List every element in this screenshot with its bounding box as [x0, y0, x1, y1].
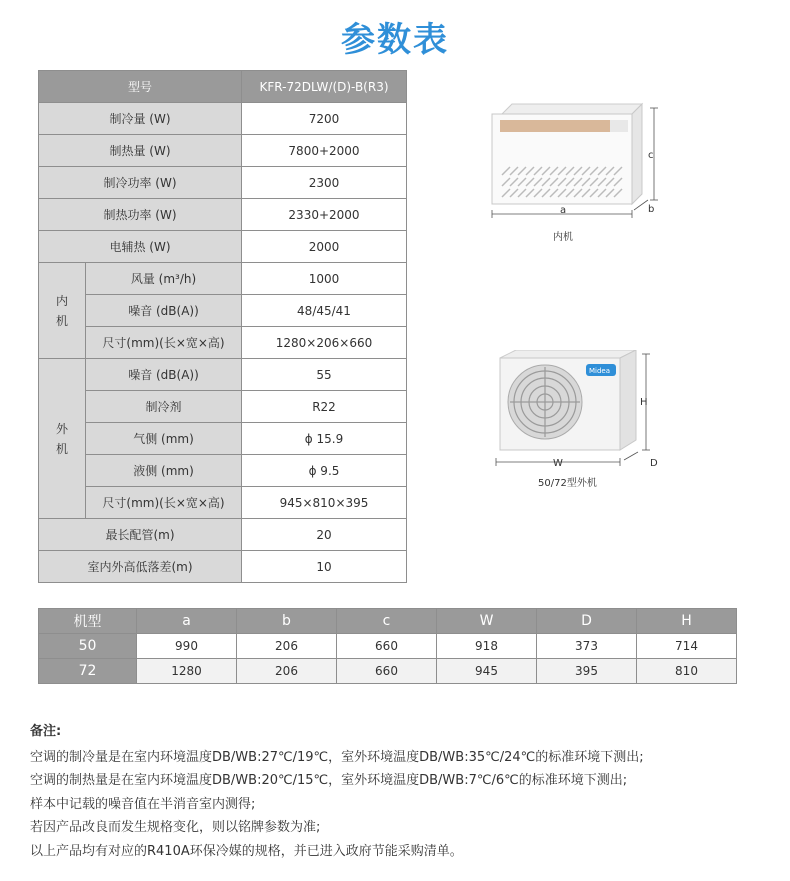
dimension-header: c — [337, 609, 437, 634]
dimension-cell: 206 — [237, 659, 337, 684]
spec-value: 2000 — [242, 231, 407, 263]
spec-label: 尺寸(mm)(长×宽×高) — [86, 487, 242, 519]
spec-label: 噪音 (dB(A)) — [86, 295, 242, 327]
spec-value: R22 — [242, 391, 407, 423]
group-char: 外 — [55, 421, 68, 436]
dimension-table — [38, 608, 737, 684]
spec-label: 制热量 (W) — [39, 135, 242, 167]
spec-value: 20 — [242, 519, 407, 551]
dimension-cell: 918 — [437, 634, 537, 659]
dimension-header-row — [39, 609, 737, 634]
spec-value: 55 — [242, 359, 407, 391]
spec-row — [39, 295, 407, 327]
dimension-cell: 714 — [637, 634, 737, 659]
dim-label-c: c — [648, 150, 654, 161]
indoor-group-label — [39, 263, 86, 359]
dimension-header: W — [437, 609, 537, 634]
spec-row — [39, 359, 407, 391]
model-label: 型号 — [39, 71, 242, 103]
indoor-unit-caption: 内机 — [553, 232, 573, 243]
spec-label: 制冷功率 (W) — [39, 167, 242, 199]
spec-value: 48/45/41 — [242, 295, 407, 327]
dimension-header: b — [237, 609, 337, 634]
dimension-cell: 945 — [437, 659, 537, 684]
spec-label: 制热功率 (W) — [39, 199, 242, 231]
outdoor-group-label — [39, 359, 86, 519]
spec-value: 1000 — [242, 263, 407, 295]
note-line: 以上产品均有对应的R410A环保冷媒的规格，并已进入政府节能采购清单。 — [30, 843, 463, 859]
dimension-cell: 660 — [337, 634, 437, 659]
spec-value: 10 — [242, 551, 407, 583]
dimension-model: 72 — [39, 659, 137, 684]
spec-label: 气侧 (mm) — [86, 423, 242, 455]
spec-row — [39, 167, 407, 199]
group-char: 内 — [55, 293, 68, 308]
dimension-cell: 1280 — [137, 659, 237, 684]
dimension-header: 机型 — [39, 609, 137, 634]
dim-label-d: D — [650, 458, 658, 469]
brand-logo: Midea — [589, 367, 611, 375]
dim-label-a: a — [560, 205, 567, 216]
dimension-header: H — [637, 609, 737, 634]
spec-table — [38, 70, 407, 583]
spec-row — [39, 199, 407, 231]
spec-row — [39, 263, 407, 295]
note-line: 样本中记载的噪音值在半消音室内测得; — [30, 796, 256, 812]
spec-row — [39, 423, 407, 455]
spec-value: 2330+2000 — [242, 199, 407, 231]
dimension-row — [39, 634, 737, 659]
spec-row — [39, 103, 407, 135]
dimension-cell: 990 — [137, 634, 237, 659]
dim-label-h: H — [640, 397, 648, 408]
spec-label: 液侧 (mm) — [86, 455, 242, 487]
spec-value: 7200 — [242, 103, 407, 135]
dimension-header: D — [537, 609, 637, 634]
note-line: 空调的制冷量是在室内环境温度DB/WB:27℃/19℃，室外环境温度DB/WB:35℃/24℃的标准环境下测出; — [30, 749, 644, 765]
spec-label: 风量 (m³/h) — [86, 263, 242, 295]
note-line: 若因产品改良而发生规格变化，则以铭牌参数为准; — [30, 820, 321, 835]
spec-value: 2300 — [242, 167, 407, 199]
group-char: 机 — [55, 313, 68, 328]
dimension-cell: 395 — [537, 659, 637, 684]
notes-section — [30, 720, 644, 863]
outdoor-unit-caption: 50/72型外机 — [538, 478, 597, 489]
spec-row — [39, 391, 407, 423]
spec-row — [39, 487, 407, 519]
spec-value: ϕ 15.9 — [242, 423, 407, 455]
spec-label: 制冷剂 — [86, 391, 242, 423]
spec-row — [39, 519, 407, 551]
dimension-cell: 810 — [637, 659, 737, 684]
dimension-header: a — [137, 609, 237, 634]
group-char: 机 — [55, 441, 68, 456]
dimension-model: 50 — [39, 634, 137, 659]
notes-heading: 备注: — [30, 724, 62, 739]
spec-label: 制冷量 (W) — [39, 103, 242, 135]
spec-label: 噪音 (dB(A)) — [86, 359, 242, 391]
spec-label: 尺寸(mm)(长×宽×高) — [86, 327, 242, 359]
spec-row — [39, 231, 407, 263]
note-line: 空调的制热量是在室内环境温度DB/WB:20℃/15℃，室外环境温度DB/WB:7℃/6℃的标准环境下测出; — [30, 773, 628, 788]
indoor-unit-image — [482, 100, 672, 235]
spec-value: 1280×206×660 — [242, 327, 407, 359]
model-value: KFR-72DLW/(D)-B(R3) — [242, 71, 407, 103]
dim-label-w: W — [553, 458, 563, 469]
spec-label: 最长配管(m) — [39, 519, 242, 551]
dim-label-b: b — [648, 204, 655, 215]
dimension-row — [39, 659, 737, 684]
spec-row — [39, 551, 407, 583]
dimension-cell: 660 — [337, 659, 437, 684]
spec-header-row — [39, 71, 407, 103]
spec-label: 室内外高低落差(m) — [39, 551, 242, 583]
spec-value: ϕ 9.5 — [242, 455, 407, 487]
spec-row — [39, 135, 407, 167]
spec-row — [39, 327, 407, 359]
dimension-cell: 206 — [237, 634, 337, 659]
spec-value: 7800+2000 — [242, 135, 407, 167]
outdoor-unit-image — [488, 350, 663, 475]
dimension-cell: 373 — [537, 634, 637, 659]
spec-label: 电辅热 (W) — [39, 231, 242, 263]
spec-value: 945×810×395 — [242, 487, 407, 519]
spec-row — [39, 455, 407, 487]
page-title: 参数表 — [341, 20, 449, 60]
